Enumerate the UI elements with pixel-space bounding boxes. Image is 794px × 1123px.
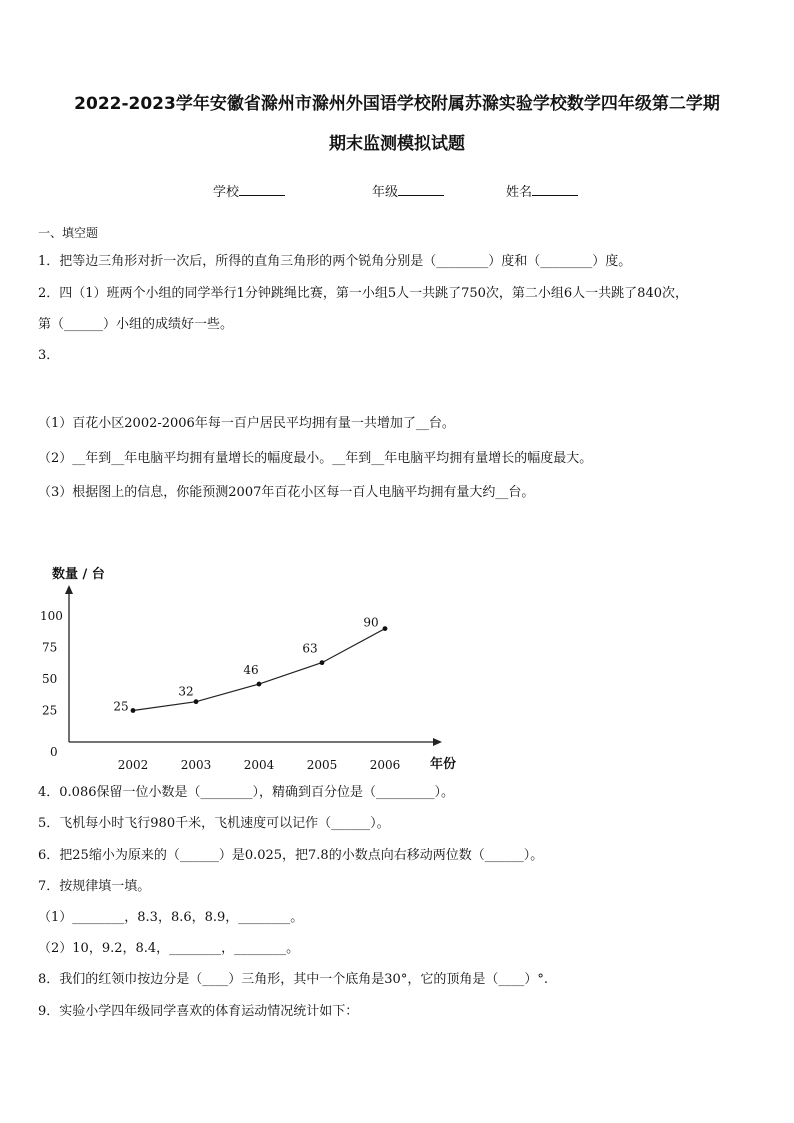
y-tick-label: 50 (42, 672, 58, 686)
school-field (213, 181, 285, 200)
y-tick-label: 75 (42, 640, 58, 655)
x-axis-label: 年份 (430, 757, 457, 772)
data-point (383, 626, 388, 631)
data-label: 63 (302, 641, 318, 656)
question-7-part2: （2）10，9.2，8.4，________，________。 (38, 941, 300, 956)
data-point (257, 682, 262, 687)
y-tick-label: 25 (42, 703, 58, 718)
x-tick-label: 2004 (243, 758, 275, 772)
grade-label: 年级 (372, 185, 399, 200)
question-5: 5．飞机每小时飞行980千米，飞机速度可以记作（______）。 (38, 816, 390, 831)
name-field (506, 181, 578, 200)
y-axis-label: 数量 / 台 (52, 567, 105, 582)
question-7-part1: （1）________，8.3，8.6，8.9，________。 (38, 910, 304, 925)
x-tick-label: 2002 (117, 758, 149, 772)
question-3-part2: （2）__年到__年电脑平均拥有量增长的幅度最小。__年到__年电脑平均拥有量增长的幅度最大。 (38, 451, 593, 466)
question-3-part1: （1）百花小区2002-2006年每一百户居民平均拥有量一共增加了__台。 (38, 416, 455, 431)
data-label: 32 (178, 684, 194, 699)
data-point (320, 660, 325, 665)
question-3: 3． (38, 348, 60, 363)
x-tick-label: 2005 (306, 758, 338, 772)
question-3-part3: （3）根据图上的信息，你能预测2007年百花小区每一百人电脑平均拥有量大约__台。 (38, 485, 535, 500)
data-point (194, 699, 199, 704)
question-2-line2: 第（______）小组的成绩好一些。 (38, 317, 234, 332)
grade-blank (398, 183, 444, 196)
name-label: 姓名 (506, 185, 533, 200)
x-tick-label: 2003 (180, 758, 212, 772)
line-chart (0, 555, 794, 777)
y-tick-label: 100 (40, 609, 63, 623)
x-axis-arrow (433, 738, 442, 746)
data-label: 46 (243, 663, 259, 678)
school-blank (239, 183, 285, 196)
data-label: 90 (363, 615, 379, 630)
question-6: 6．把25缩小为原来的（______）是0.025，把7.8的小数点向右移动两位数（______）。 (38, 848, 544, 863)
data-point (131, 708, 136, 713)
x-tick-label: 2006 (369, 758, 401, 772)
series-line (133, 629, 385, 711)
question-4: 4．0.086保留一位小数是（________），精确到百分位是（_________）。 (38, 785, 454, 800)
y-tick-label: 0 (50, 745, 58, 759)
exam-title-line2: 期末监测模拟试题 (329, 134, 465, 154)
y-axis-arrow (65, 585, 73, 594)
data-label: 25 (113, 699, 129, 714)
question-1: 1．把等边三角形对折一次后，所得的直角三角形的两个锐角分别是（________）度和（________）度。 (38, 254, 632, 269)
question-7: 7．按规律填一填。 (38, 879, 151, 894)
exam-title-line1: 2022-2023学年安徽省滁州市滁州外国语学校附属苏滁实验学校数学四年级第二学期 (74, 94, 720, 114)
question-8: 8．我们的红领巾按边分是（____）三角形，其中一个底角是30°，它的顶角是（____）°. (38, 972, 548, 987)
section-heading: 一、填空题 (38, 226, 99, 240)
school-label: 学校 (213, 185, 240, 200)
grade-field (372, 181, 444, 200)
name-blank (532, 183, 578, 196)
question-9: 9．实验小学四年级同学喜欢的体育运动情况统计如下： (38, 1004, 359, 1019)
question-2-line1: 2．四（1）班两个小组的同学举行1分钟跳绳比赛，第一小组5人一共跳了750次，第二小组6人一共跳了840次， (38, 286, 688, 301)
